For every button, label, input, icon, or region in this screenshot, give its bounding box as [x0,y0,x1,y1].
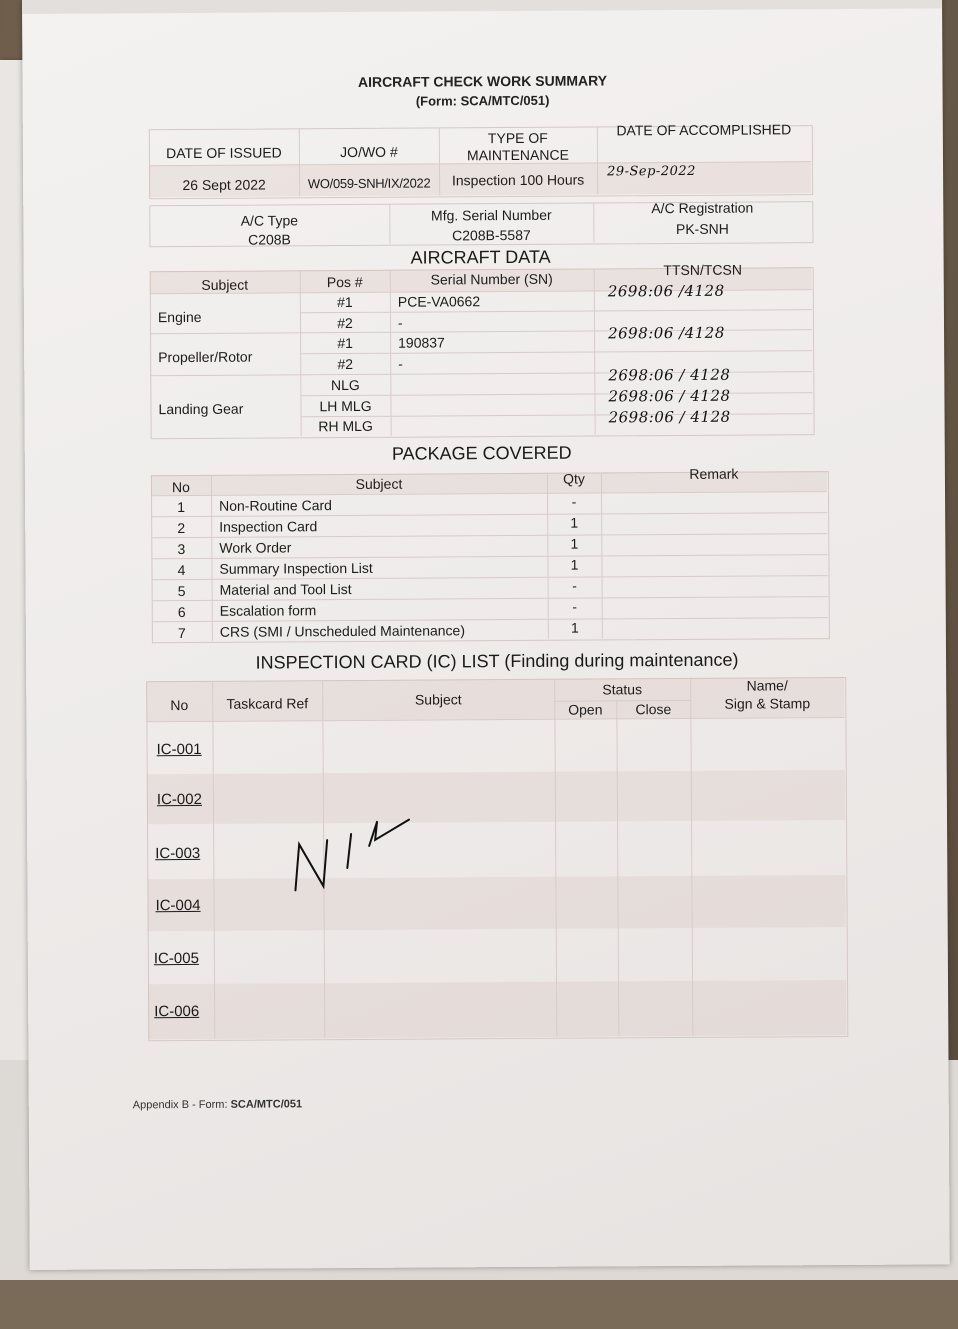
engine-pos-1: #1 [337,293,353,311]
gear-lh-ttsn: 2698:06 / 4128 [608,386,731,406]
pkg-row-qty: 1 [570,556,579,573]
pkg-row-no: 6 [177,604,186,621]
pkg-row-subject: Non-Routine Card [219,497,332,514]
prop-sn-1: 190837 [398,334,445,351]
ic-subject-header: Subject [414,691,462,708]
footer-form-code: SCA/MTC/051 [230,1098,303,1111]
header-date-issued-label: DATE OF ISSUED [166,144,282,162]
engine-label: Engine [157,308,202,326]
aircraft-data-title: AIRCRAFT DATA [410,246,551,268]
ic-name-header-2: Sign & Stamp [724,695,811,712]
engine-pos-2: #2 [337,314,353,332]
header-type-label-1: TYPE OF [487,129,548,147]
ic-row-ref: IC-002 [156,790,202,809]
pkg-row-subject: Inspection Card [219,518,318,535]
pkg-row-qty: - [571,493,577,510]
pkg-row-no: 7 [177,625,186,642]
gear-nlg-ttsn: 2698:06 / 4128 [608,365,731,385]
date-issued-value: 26 Sept 2022 [182,176,266,194]
gear-nlg: NLG [330,376,360,394]
pkg-qty-header: Qty [562,470,585,487]
ic-row-ref: IC-004 [155,896,201,915]
pkg-row-no: 4 [177,562,186,579]
engine-sn-2: - [397,314,403,331]
ic-row-ref: IC-001 [156,740,202,759]
prop-sn-2: - [398,355,403,372]
pkg-row-subject: Escalation form [219,602,317,619]
ad-pos-header: Pos # [326,273,363,291]
pkg-row-subject: Material and Tool List [219,580,352,598]
ic-row-ref: IC-005 [153,949,199,968]
engine-ttsn-1: 2698:06 /4128 [607,281,725,301]
ic-name-header-1: Name/ [746,677,788,694]
engine-sn-1: PCE-VA0662 [397,293,481,310]
ac-type-label: A/C Type [240,212,299,229]
pkg-row-no: 1 [177,499,186,516]
pkg-row-subject: Work Order [219,539,292,556]
pkg-row-qty: - [572,577,577,594]
top-fold-strip [22,0,942,14]
form-page [22,0,950,1270]
pkg-row-qty: 1 [570,535,579,552]
ic-row-ref: IC-003 [155,844,201,863]
pkg-row-qty: 1 [570,514,579,531]
ic-no-header: No [170,696,189,714]
ad-subject-header: Subject [201,276,249,293]
ic-list-title: INSPECTION CARD (IC) LIST (Finding during maintenance) [255,649,739,673]
ac-type-value: C208B [248,231,291,248]
ic-close-header: Close [635,701,672,718]
pkg-row-qty: 1 [570,619,579,636]
prop-pos-1: #1 [337,334,353,352]
mfg-serial-value: C208B-5587 [452,226,531,244]
footer-prefix: Appendix B - Form: [132,1098,231,1112]
date-accomplished-handwritten: 29-Sep-2022 [607,163,696,180]
pkg-remark-header: Remark [689,465,739,482]
ic-row-ref: IC-006 [154,1002,200,1021]
pkg-row-subject: Summary Inspection List [219,559,373,577]
ic-open-header: Open [568,701,603,718]
pkg-row-no: 2 [177,520,186,537]
gear-lh-mlg: LH MLG [319,397,372,415]
pkg-row-no: 3 [177,541,186,558]
pkg-subject-header: Subject [355,475,403,492]
jo-wo-value: WO/059-SNH/IX/2022 [307,175,431,192]
ad-sn-header: Serial Number (SN) [430,270,553,288]
header-accomplished-label: DATE OF ACCOMPLISHED [616,121,792,139]
ac-registration-label: A/C Registration [651,199,754,217]
propeller-label: Propeller/Rotor [158,348,253,366]
page-footer [133,1098,302,1111]
pkg-row-no: 5 [177,583,186,600]
header-type-label-2: MAINTENANCE [466,146,569,164]
prop-ttsn-1: 2698:06 /4128 [607,323,725,343]
pkg-no-header: No [171,478,190,496]
type-maintenance-value: Inspection 100 Hours [451,171,585,189]
form-title: AIRCRAFT CHECK WORK SUMMARY [357,72,608,90]
header-jo-label: JO/WO # [340,143,398,161]
pkg-row-qty: - [572,598,578,615]
ic-taskcard-header: Taskcard Ref [226,695,309,712]
pkg-row-subject: CRS (SMI / Unscheduled Maintenance) [219,622,466,640]
ad-ttsn-header: TTSN/TCSN [663,261,742,279]
landing-gear-label: Landing Gear [158,400,244,418]
nil-handwritten [289,810,420,901]
form-subtitle: (Form: SCA/MTC/051) [415,92,550,109]
gear-rh-mlg: RH MLG [318,417,373,435]
package-covered-title: PACKAGE COVERED [391,442,572,464]
ic-status-header: Status [602,681,643,698]
prop-pos-2: #2 [337,355,354,373]
mfg-serial-label: Mfg. Serial Number [430,206,552,224]
gear-rh-ttsn: 2698:06 / 4128 [608,407,731,427]
ac-registration-value: PK-SNH [675,220,729,238]
